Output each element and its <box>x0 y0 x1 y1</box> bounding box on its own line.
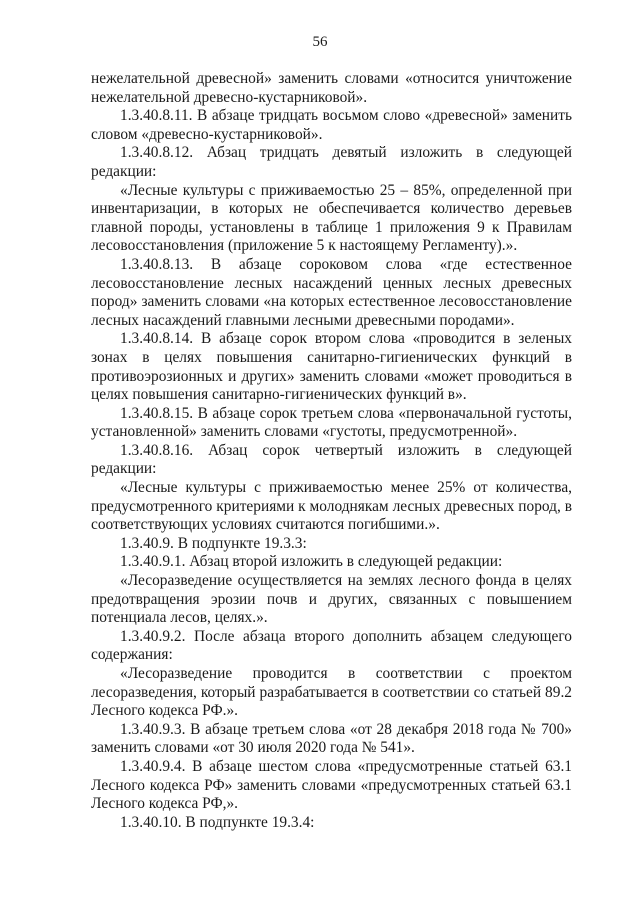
paragraph: «Лесоразведение осуществляется на землях лесного фонда в целях предотвращения эрозии почв и других, связанных с повышением потенциала лесов, целях.». <box>91 572 572 627</box>
paragraph: нежелательной древесной» заменить словами «относится уничтожение нежелательной древесно-кустарниковой». <box>91 70 572 106</box>
paragraph: 1.3.40.9.4. В абзаце шестом слова «предусмотренные статьей 63.1 Лесного кодекса РФ» заменить словами «предусмотренных статьей 63.1 Лесного кодекса РФ,». <box>91 757 572 813</box>
paragraph: 1.3.40.9. В подпункте 19.3.3: <box>120 534 307 552</box>
paragraph: 1.3.40.8.15. В абзаце сорок третьем слова «первоначальной густоты, установленной» заменить словами «густоты, предусмотренной». <box>91 404 572 441</box>
paragraph: 1.3.40.8.11. В абзаце тридцать восьмом слово «древесной» заменить словом «древесно-кустарниковой». <box>91 107 572 143</box>
paragraph: 1.3.40.8.14. В абзаце сорок втором слова «проводится в зеленых зонах в целях повышения санитарно-гигиенических функций в противоэрозионных и других» заменить словами «может проводиться в целях повышения санитарно-гигиенических функций в». <box>91 330 572 404</box>
paragraph: «Лесоразведение проводится в соответствии с проектом лесоразведения, который разрабатывается в соответствии со статьей 89.2 Лесного кодекса РФ.». <box>91 665 572 720</box>
paragraph: 1.3.40.9.1. Абзац второй изложить в следующей редакции: <box>120 553 503 571</box>
paragraph: «Лесные культуры с приживаемостью 25 – 85%, определенной при инвентаризации, в которых не обеспечивается количество деревьев главной породы, установлены в таблице 1 приложения 9 к Правилам лесовосстановления (приложение 5 к настоящему Регламенту).». <box>91 181 572 255</box>
paragraph: 1.3.40.9.2. После абзаца второго дополнить абзацем следующего содержания: <box>91 627 572 664</box>
paragraph: 1.3.40.8.16. Абзац сорок четвертый изложить в следующей редакции: <box>91 441 572 478</box>
paragraph: «Лесные культуры с приживаемостью менее 25% от количества, предусмотренного критериями к молоднякам лесных древесных пород, в соответствующих условиях считаются погибшими.». <box>91 479 572 534</box>
paragraph: 1.3.40.9.3. В абзаце третьем слова «от 28 декабря 2018 года № 700» заменить словами «от 30 июля 2020 года № 541». <box>91 720 572 757</box>
paragraph: 1.3.40.8.12. Абзац тридцать девятый изложить в следующей редакции: <box>91 144 572 180</box>
paragraph: 1.3.40.10. В подпункте 19.3.4: <box>120 813 315 831</box>
page-number: 56 <box>312 34 328 50</box>
document-body <box>91 70 572 832</box>
paragraph: 1.3.40.8.13. В абзаце сороковом слова «где естественное лесовосстановление лесных насаждений ценных лесных древесных пород» заменить словами «на которых естественное лесовосстановление лесных насаждений главными лесными древесными породами». <box>91 255 572 329</box>
